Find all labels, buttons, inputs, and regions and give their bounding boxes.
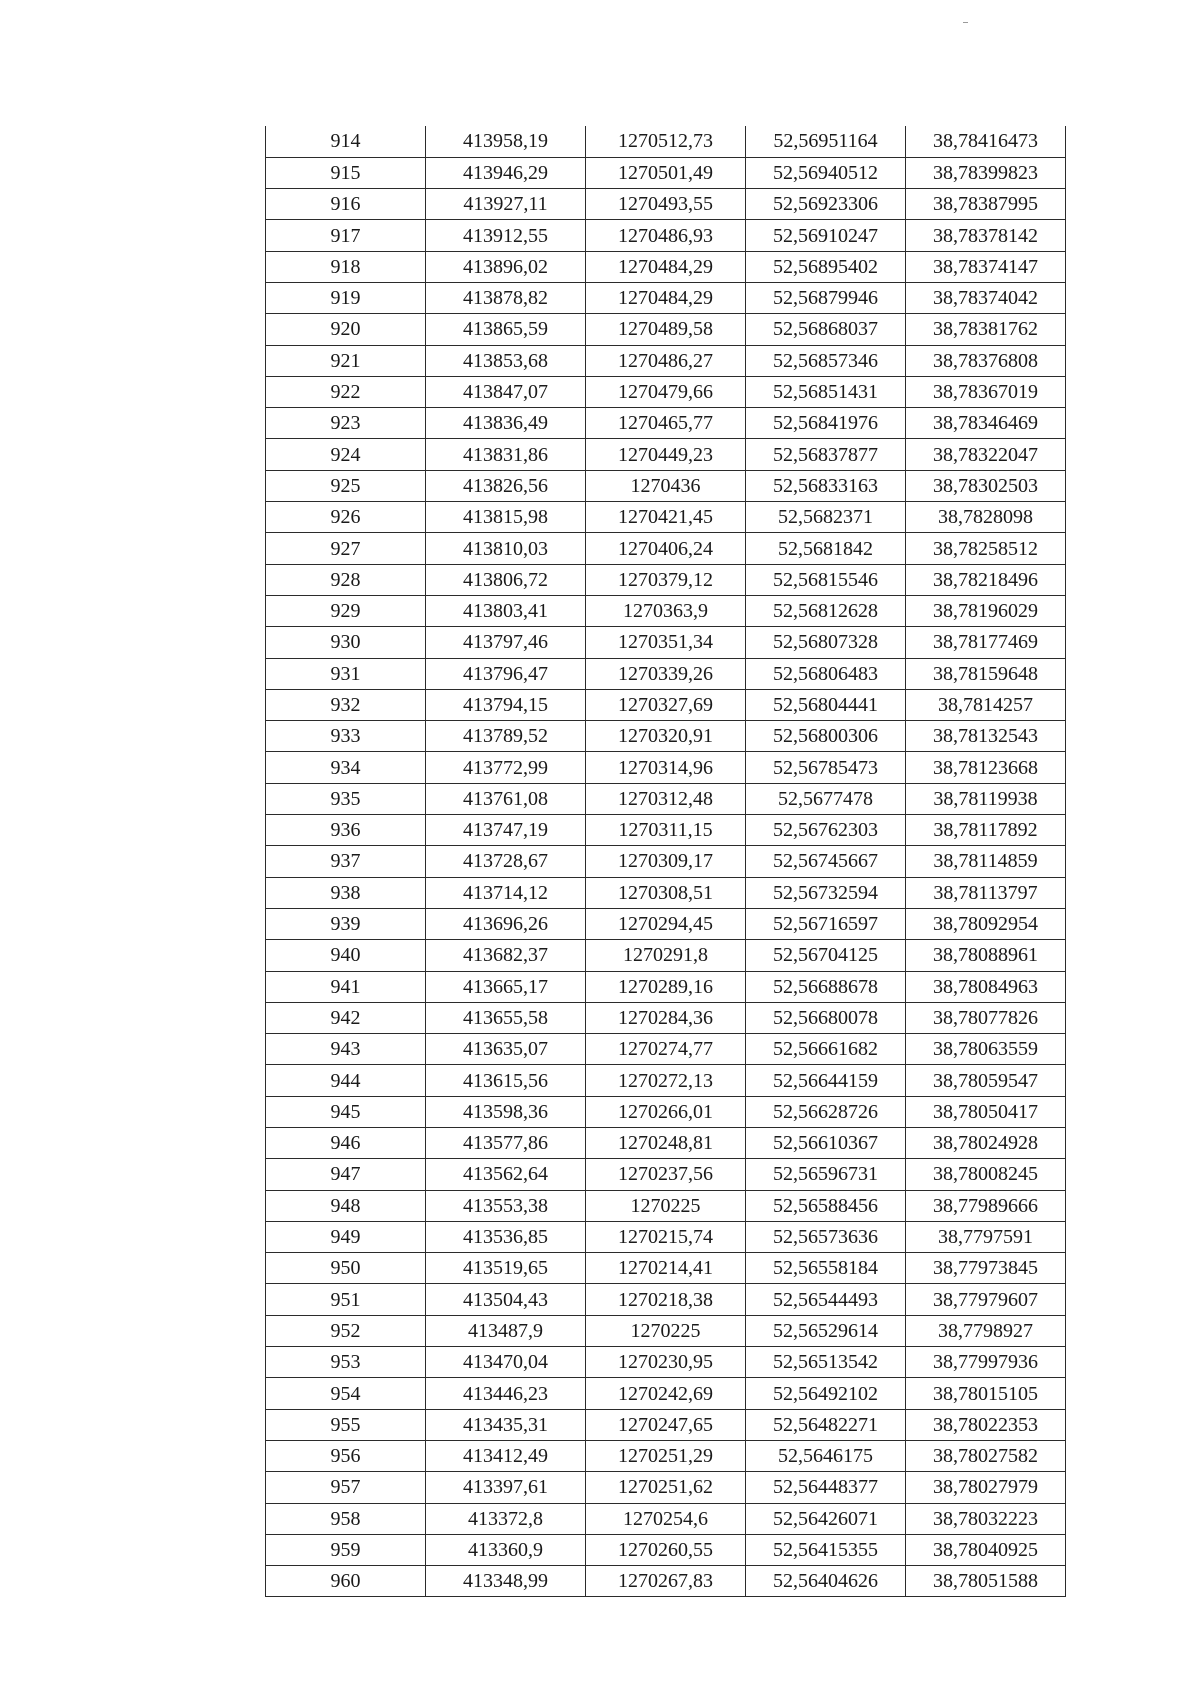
y-coordinate-cell: 1270230,95 <box>586 1347 746 1378</box>
x-coordinate-cell: 413655,58 <box>426 1002 586 1033</box>
table-row <box>266 376 1066 407</box>
latitude-cell: 52,56857346 <box>746 345 906 376</box>
point-number-cell: 935 <box>266 783 426 814</box>
point-number-cell: 947 <box>266 1159 426 1190</box>
x-coordinate-cell: 413372,8 <box>426 1503 586 1534</box>
point-number-cell: 957 <box>266 1472 426 1503</box>
point-number-cell: 929 <box>266 595 426 626</box>
x-coordinate-cell: 413803,41 <box>426 595 586 626</box>
point-number-cell: 945 <box>266 1096 426 1127</box>
y-coordinate-cell: 1270254,6 <box>586 1503 746 1534</box>
table-row <box>266 783 1066 814</box>
y-coordinate-cell: 1270267,83 <box>586 1566 746 1597</box>
point-number-cell: 940 <box>266 940 426 971</box>
table-row <box>266 908 1066 939</box>
x-coordinate-cell: 413815,98 <box>426 502 586 533</box>
table-row <box>266 282 1066 313</box>
table-row <box>266 1566 1066 1597</box>
x-coordinate-cell: 413682,37 <box>426 940 586 971</box>
x-coordinate-cell: 413796,47 <box>426 658 586 689</box>
longitude-cell: 38,78024928 <box>906 1128 1066 1159</box>
y-coordinate-cell: 1270225 <box>586 1315 746 1346</box>
latitude-cell: 52,56800306 <box>746 721 906 752</box>
latitude-cell: 52,56910247 <box>746 220 906 251</box>
y-coordinate-cell: 1270501,49 <box>586 157 746 188</box>
point-number-cell: 943 <box>266 1034 426 1065</box>
point-number-cell: 915 <box>266 157 426 188</box>
y-coordinate-cell: 1270406,24 <box>586 533 746 564</box>
longitude-cell: 38,78027582 <box>906 1440 1066 1471</box>
x-coordinate-cell: 413696,26 <box>426 908 586 939</box>
point-number-cell: 948 <box>266 1190 426 1221</box>
latitude-cell: 52,56806483 <box>746 658 906 689</box>
x-coordinate-cell: 413504,43 <box>426 1284 586 1315</box>
y-coordinate-cell: 1270247,65 <box>586 1409 746 1440</box>
x-coordinate-cell: 413470,04 <box>426 1347 586 1378</box>
y-coordinate-cell: 1270484,29 <box>586 282 746 313</box>
longitude-cell: 38,78196029 <box>906 595 1066 626</box>
table-row <box>266 470 1066 501</box>
longitude-cell: 38,78374042 <box>906 282 1066 313</box>
longitude-cell: 38,78302503 <box>906 470 1066 501</box>
y-coordinate-cell: 1270214,41 <box>586 1253 746 1284</box>
x-coordinate-cell: 413665,17 <box>426 971 586 1002</box>
y-coordinate-cell: 1270449,23 <box>586 439 746 470</box>
x-coordinate-cell: 413865,59 <box>426 314 586 345</box>
latitude-cell: 52,56628726 <box>746 1096 906 1127</box>
x-coordinate-cell: 413519,65 <box>426 1253 586 1284</box>
point-number-cell: 914 <box>266 126 426 157</box>
table-row <box>266 157 1066 188</box>
y-coordinate-cell: 1270225 <box>586 1190 746 1221</box>
latitude-cell: 52,56704125 <box>746 940 906 971</box>
latitude-cell: 52,56716597 <box>746 908 906 939</box>
table-row <box>266 1284 1066 1315</box>
table-row <box>266 627 1066 658</box>
longitude-cell: 38,78218496 <box>906 564 1066 595</box>
point-number-cell: 941 <box>266 971 426 1002</box>
x-coordinate-cell: 413397,61 <box>426 1472 586 1503</box>
table-row <box>266 721 1066 752</box>
x-coordinate-cell: 413487,9 <box>426 1315 586 1346</box>
table-row <box>266 1315 1066 1346</box>
y-coordinate-cell: 1270493,55 <box>586 189 746 220</box>
longitude-cell: 38,7798927 <box>906 1315 1066 1346</box>
latitude-cell: 52,56895402 <box>746 251 906 282</box>
latitude-cell: 52,56879946 <box>746 282 906 313</box>
point-number-cell: 956 <box>266 1440 426 1471</box>
x-coordinate-cell: 413446,23 <box>426 1378 586 1409</box>
point-number-cell: 959 <box>266 1534 426 1565</box>
table-row <box>266 314 1066 345</box>
longitude-cell: 38,78050417 <box>906 1096 1066 1127</box>
y-coordinate-cell: 1270314,96 <box>586 752 746 783</box>
latitude-cell: 52,56661682 <box>746 1034 906 1065</box>
x-coordinate-cell: 413412,49 <box>426 1440 586 1471</box>
x-coordinate-cell: 413853,68 <box>426 345 586 376</box>
table-row <box>266 1503 1066 1534</box>
y-coordinate-cell: 1270489,58 <box>586 314 746 345</box>
latitude-cell: 52,5681842 <box>746 533 906 564</box>
table-row <box>266 877 1066 908</box>
y-coordinate-cell: 1270484,29 <box>586 251 746 282</box>
longitude-cell: 38,78374147 <box>906 251 1066 282</box>
y-coordinate-cell: 1270291,8 <box>586 940 746 971</box>
latitude-cell: 52,56940512 <box>746 157 906 188</box>
latitude-cell: 52,56812628 <box>746 595 906 626</box>
y-coordinate-cell: 1270294,45 <box>586 908 746 939</box>
point-number-cell: 934 <box>266 752 426 783</box>
longitude-cell: 38,78084963 <box>906 971 1066 1002</box>
longitude-cell: 38,78117892 <box>906 815 1066 846</box>
x-coordinate-cell: 413789,52 <box>426 721 586 752</box>
latitude-cell: 52,56644159 <box>746 1065 906 1096</box>
latitude-cell: 52,56951164 <box>746 126 906 157</box>
latitude-cell: 52,56923306 <box>746 189 906 220</box>
longitude-cell: 38,78177469 <box>906 627 1066 658</box>
x-coordinate-cell: 413927,11 <box>426 189 586 220</box>
latitude-cell: 52,56610367 <box>746 1128 906 1159</box>
longitude-cell: 38,77989666 <box>906 1190 1066 1221</box>
x-coordinate-cell: 413797,46 <box>426 627 586 658</box>
point-number-cell: 919 <box>266 282 426 313</box>
longitude-cell: 38,78322047 <box>906 439 1066 470</box>
y-coordinate-cell: 1270251,29 <box>586 1440 746 1471</box>
x-coordinate-cell: 413747,19 <box>426 815 586 846</box>
x-coordinate-cell: 413772,99 <box>426 752 586 783</box>
table-row <box>266 689 1066 720</box>
table-row <box>266 846 1066 877</box>
y-coordinate-cell: 1270465,77 <box>586 408 746 439</box>
y-coordinate-cell: 1270486,27 <box>586 345 746 376</box>
x-coordinate-cell: 413536,85 <box>426 1221 586 1252</box>
longitude-cell: 38,78376808 <box>906 345 1066 376</box>
x-coordinate-cell: 413360,9 <box>426 1534 586 1565</box>
table-row <box>266 251 1066 282</box>
table-row <box>266 220 1066 251</box>
latitude-cell: 52,5677478 <box>746 783 906 814</box>
longitude-cell: 38,78114859 <box>906 846 1066 877</box>
point-number-cell: 924 <box>266 439 426 470</box>
point-number-cell: 953 <box>266 1347 426 1378</box>
longitude-cell: 38,78092954 <box>906 908 1066 939</box>
table-row <box>266 815 1066 846</box>
point-number-cell: 937 <box>266 846 426 877</box>
y-coordinate-cell: 1270486,93 <box>586 220 746 251</box>
table-row <box>266 533 1066 564</box>
x-coordinate-cell: 413878,82 <box>426 282 586 313</box>
table-row <box>266 1159 1066 1190</box>
latitude-cell: 52,56544493 <box>746 1284 906 1315</box>
latitude-cell: 52,56745667 <box>746 846 906 877</box>
point-number-cell: 936 <box>266 815 426 846</box>
table-row <box>266 1128 1066 1159</box>
table-row <box>266 658 1066 689</box>
longitude-cell: 38,78258512 <box>906 533 1066 564</box>
latitude-cell: 52,56785473 <box>746 752 906 783</box>
y-coordinate-cell: 1270260,55 <box>586 1534 746 1565</box>
latitude-cell: 52,56415355 <box>746 1534 906 1565</box>
y-coordinate-cell: 1270272,13 <box>586 1065 746 1096</box>
table-row <box>266 1065 1066 1096</box>
longitude-cell: 38,78051588 <box>906 1566 1066 1597</box>
y-coordinate-cell: 1270351,34 <box>586 627 746 658</box>
point-number-cell: 950 <box>266 1253 426 1284</box>
x-coordinate-cell: 413836,49 <box>426 408 586 439</box>
point-number-cell: 920 <box>266 314 426 345</box>
y-coordinate-cell: 1270479,66 <box>586 376 746 407</box>
point-number-cell: 925 <box>266 470 426 501</box>
y-coordinate-cell: 1270421,45 <box>586 502 746 533</box>
y-coordinate-cell: 1270309,17 <box>586 846 746 877</box>
x-coordinate-cell: 413562,64 <box>426 1159 586 1190</box>
point-number-cell: 946 <box>266 1128 426 1159</box>
table-row <box>266 1190 1066 1221</box>
latitude-cell: 52,56807328 <box>746 627 906 658</box>
y-coordinate-cell: 1270274,77 <box>586 1034 746 1065</box>
table-row <box>266 1002 1066 1033</box>
x-coordinate-cell: 413728,67 <box>426 846 586 877</box>
point-number-cell: 952 <box>266 1315 426 1346</box>
longitude-cell: 38,78113797 <box>906 877 1066 908</box>
latitude-cell: 52,56762303 <box>746 815 906 846</box>
point-number-cell: 938 <box>266 877 426 908</box>
table-row <box>266 595 1066 626</box>
point-number-cell: 930 <box>266 627 426 658</box>
y-coordinate-cell: 1270215,74 <box>586 1221 746 1252</box>
y-coordinate-cell: 1270320,91 <box>586 721 746 752</box>
x-coordinate-cell: 413826,56 <box>426 470 586 501</box>
point-number-cell: 918 <box>266 251 426 282</box>
x-coordinate-cell: 413553,38 <box>426 1190 586 1221</box>
y-coordinate-cell: 1270237,56 <box>586 1159 746 1190</box>
table-row <box>266 564 1066 595</box>
y-coordinate-cell: 1270311,15 <box>586 815 746 846</box>
y-coordinate-cell: 1270308,51 <box>586 877 746 908</box>
y-coordinate-cell: 1270218,38 <box>586 1284 746 1315</box>
longitude-cell: 38,78367019 <box>906 376 1066 407</box>
x-coordinate-cell: 413912,55 <box>426 220 586 251</box>
point-number-cell: 921 <box>266 345 426 376</box>
latitude-cell: 52,56815546 <box>746 564 906 595</box>
x-coordinate-cell: 413598,36 <box>426 1096 586 1127</box>
latitude-cell: 52,56448377 <box>746 1472 906 1503</box>
latitude-cell: 52,56558184 <box>746 1253 906 1284</box>
x-coordinate-cell: 413847,07 <box>426 376 586 407</box>
latitude-cell: 52,56841976 <box>746 408 906 439</box>
longitude-cell: 38,7828098 <box>906 502 1066 533</box>
point-number-cell: 949 <box>266 1221 426 1252</box>
longitude-cell: 38,78346469 <box>906 408 1066 439</box>
table-row <box>266 1378 1066 1409</box>
latitude-cell: 52,56804441 <box>746 689 906 720</box>
x-coordinate-cell: 413806,72 <box>426 564 586 595</box>
longitude-cell: 38,78063559 <box>906 1034 1066 1065</box>
longitude-cell: 38,7814257 <box>906 689 1066 720</box>
latitude-cell: 52,56688678 <box>746 971 906 1002</box>
longitude-cell: 38,78132543 <box>906 721 1066 752</box>
point-number-cell: 927 <box>266 533 426 564</box>
point-number-cell: 960 <box>266 1566 426 1597</box>
x-coordinate-cell: 413794,15 <box>426 689 586 720</box>
point-number-cell: 942 <box>266 1002 426 1033</box>
point-number-cell: 933 <box>266 721 426 752</box>
longitude-cell: 38,78088961 <box>906 940 1066 971</box>
y-coordinate-cell: 1270266,01 <box>586 1096 746 1127</box>
y-coordinate-cell: 1270327,69 <box>586 689 746 720</box>
latitude-cell: 52,56513542 <box>746 1347 906 1378</box>
y-coordinate-cell: 1270512,73 <box>586 126 746 157</box>
table-row <box>266 1221 1066 1252</box>
point-number-cell: 955 <box>266 1409 426 1440</box>
point-number-cell: 958 <box>266 1503 426 1534</box>
longitude-cell: 38,78387995 <box>906 189 1066 220</box>
latitude-cell: 52,56851431 <box>746 376 906 407</box>
longitude-cell: 38,78123668 <box>906 752 1066 783</box>
latitude-cell: 52,5682371 <box>746 502 906 533</box>
x-coordinate-cell: 413761,08 <box>426 783 586 814</box>
latitude-cell: 52,56833163 <box>746 470 906 501</box>
x-coordinate-cell: 413714,12 <box>426 877 586 908</box>
coordinates-table <box>265 126 1066 1597</box>
x-coordinate-cell: 413635,07 <box>426 1034 586 1065</box>
table-row <box>266 345 1066 376</box>
latitude-cell: 52,56596731 <box>746 1159 906 1190</box>
point-number-cell: 916 <box>266 189 426 220</box>
latitude-cell: 52,56868037 <box>746 314 906 345</box>
y-coordinate-cell: 1270379,12 <box>586 564 746 595</box>
x-coordinate-cell: 413831,86 <box>426 439 586 470</box>
longitude-cell: 38,77997936 <box>906 1347 1066 1378</box>
longitude-cell: 38,78015105 <box>906 1378 1066 1409</box>
x-coordinate-cell: 413958,19 <box>426 126 586 157</box>
point-number-cell: 923 <box>266 408 426 439</box>
latitude-cell: 52,56404626 <box>746 1566 906 1597</box>
table-row <box>266 1096 1066 1127</box>
longitude-cell: 38,7797591 <box>906 1221 1066 1252</box>
longitude-cell: 38,78119938 <box>906 783 1066 814</box>
table-row <box>266 189 1066 220</box>
latitude-cell: 52,5646175 <box>746 1440 906 1471</box>
x-coordinate-cell: 413435,31 <box>426 1409 586 1440</box>
table-row <box>266 1472 1066 1503</box>
scan-mark <box>963 22 968 23</box>
y-coordinate-cell: 1270242,69 <box>586 1378 746 1409</box>
x-coordinate-cell: 413896,02 <box>426 251 586 282</box>
point-number-cell: 926 <box>266 502 426 533</box>
longitude-cell: 38,78059547 <box>906 1065 1066 1096</box>
table-row <box>266 752 1066 783</box>
longitude-cell: 38,78159648 <box>906 658 1066 689</box>
y-coordinate-cell: 1270248,81 <box>586 1128 746 1159</box>
longitude-cell: 38,78032223 <box>906 1503 1066 1534</box>
table-row <box>266 1034 1066 1065</box>
coordinates-table-body <box>266 126 1066 1597</box>
latitude-cell: 52,56837877 <box>746 439 906 470</box>
point-number-cell: 939 <box>266 908 426 939</box>
longitude-cell: 38,78040925 <box>906 1534 1066 1565</box>
latitude-cell: 52,56529614 <box>746 1315 906 1346</box>
x-coordinate-cell: 413577,86 <box>426 1128 586 1159</box>
table-row <box>266 940 1066 971</box>
table-row <box>266 408 1066 439</box>
latitude-cell: 52,56732594 <box>746 877 906 908</box>
point-number-cell: 931 <box>266 658 426 689</box>
y-coordinate-cell: 1270289,16 <box>586 971 746 1002</box>
x-coordinate-cell: 413348,99 <box>426 1566 586 1597</box>
longitude-cell: 38,77979607 <box>906 1284 1066 1315</box>
point-number-cell: 928 <box>266 564 426 595</box>
x-coordinate-cell: 413810,03 <box>426 533 586 564</box>
table-row <box>266 1347 1066 1378</box>
point-number-cell: 917 <box>266 220 426 251</box>
latitude-cell: 52,56482271 <box>746 1409 906 1440</box>
latitude-cell: 52,56426071 <box>746 1503 906 1534</box>
longitude-cell: 38,78399823 <box>906 157 1066 188</box>
point-number-cell: 932 <box>266 689 426 720</box>
longitude-cell: 38,78008245 <box>906 1159 1066 1190</box>
latitude-cell: 52,56680078 <box>746 1002 906 1033</box>
longitude-cell: 38,78022353 <box>906 1409 1066 1440</box>
y-coordinate-cell: 1270312,48 <box>586 783 746 814</box>
table-row <box>266 1440 1066 1471</box>
point-number-cell: 944 <box>266 1065 426 1096</box>
table-row <box>266 1534 1066 1565</box>
longitude-cell: 38,77973845 <box>906 1253 1066 1284</box>
y-coordinate-cell: 1270251,62 <box>586 1472 746 1503</box>
longitude-cell: 38,78381762 <box>906 314 1066 345</box>
point-number-cell: 922 <box>266 376 426 407</box>
longitude-cell: 38,78077826 <box>906 1002 1066 1033</box>
x-coordinate-cell: 413615,56 <box>426 1065 586 1096</box>
y-coordinate-cell: 1270284,36 <box>586 1002 746 1033</box>
point-number-cell: 951 <box>266 1284 426 1315</box>
longitude-cell: 38,78378142 <box>906 220 1066 251</box>
table-row <box>266 502 1066 533</box>
table-row <box>266 1409 1066 1440</box>
table-row <box>266 439 1066 470</box>
latitude-cell: 52,56492102 <box>746 1378 906 1409</box>
latitude-cell: 52,56573636 <box>746 1221 906 1252</box>
table-row <box>266 1253 1066 1284</box>
longitude-cell: 38,78416473 <box>906 126 1066 157</box>
y-coordinate-cell: 1270436 <box>586 470 746 501</box>
table-row <box>266 971 1066 1002</box>
x-coordinate-cell: 413946,29 <box>426 157 586 188</box>
y-coordinate-cell: 1270363,9 <box>586 595 746 626</box>
longitude-cell: 38,78027979 <box>906 1472 1066 1503</box>
latitude-cell: 52,56588456 <box>746 1190 906 1221</box>
table-row <box>266 126 1066 157</box>
y-coordinate-cell: 1270339,26 <box>586 658 746 689</box>
point-number-cell: 954 <box>266 1378 426 1409</box>
